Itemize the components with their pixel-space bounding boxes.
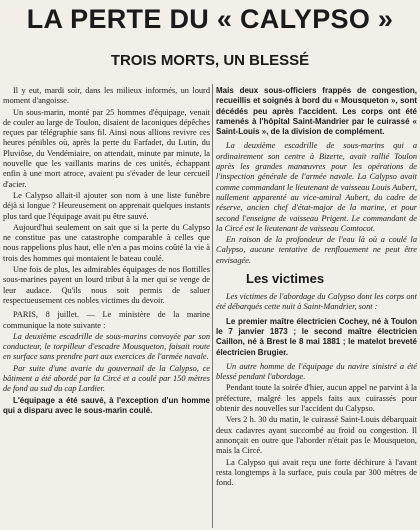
paragraph: Pendant toute la soirée d'hier, aucun appel ne parvint à la préfecture, malgré les appels faits aux cuirassés pour obtenir des nouvelles sur l'accident du Calypso. <box>216 383 417 414</box>
left-column <box>3 86 210 417</box>
paragraph: La deuxième escadrille de sous-marins convoyée par son conducteur, le torpilleur d'escadre Mousqueton, faisait route en surface sans prendre part aux exercices de l'armée navale. <box>3 331 210 362</box>
paragraph: Aujourd'hui seulement on sait que si la perte du Calypso ne constitue pas une catastrophe comparable à celles que nous rappelions plus haut, elle n'en a pas moins coûté la vie à trois des hommes qui montaient le bateau coulé. <box>3 222 210 263</box>
paragraph: La Calypso qui avait reçu une forte déchirure à l'avant resta longtemps à la surface, puis coula par 300 mètres de fond. <box>216 457 417 488</box>
paragraph: Le premier maître électricien Cochey, né à Toulon le 7 janvier 1873 ; le second maître électricien Caillon, né à Brest le 8 mai 1881 ; le matelot breveté électricien Brugier. <box>216 316 417 357</box>
paragraph: Un sous-marin, monté par 25 hommes d'équipage, venait de couler au large de Toulon, disaient de laconiques dépêches reçues par télégraphie sans fil. Ainsi nous allions revivre ces heures pénibles où, après la perte du Farfadet, du Lutin, du Pluviôse, du Vendémiaire, on attendait, minute par minute, la nouvelle que les vaillants marins de ces unités, échappant enfin à une mort atroce, avaient pu s'évader de leur cercueil d'acier. <box>3 107 210 189</box>
paragraph: Par suite d'une avarie du gouvernail de la Calypso, ce bâtiment a été abordé par la Circé et a coulé par 150 mètres de fond au sud du cap Lardier. <box>3 363 210 394</box>
right-column <box>216 86 417 489</box>
paragraph: Une fois de plus, les admirables équipages de nos flottilles sous-marines payent un lourd tribut à la mer qui se venge de leur audace. Qu'ils nous soit permis de saluer respectueusement ces nobles victimes du devoir. <box>3 265 210 305</box>
paragraph: Mais deux sous-officiers frappés de congestion, recueillis et soignés à bord du « Mousqueton », sont décédés peu après l'accident. Les corps ont été ramenés à l'hôpital Saint-Mandrier par le cuirassé « Saint-Louis », de la division de complément. <box>216 86 417 137</box>
column-divider <box>212 84 213 528</box>
paragraph: La deuxième escadrille de sous-marins qui a ordinairement son centre à Bizerte, avait rallié Toulon après les grandes manœuvres pour les opérations de l'inspection générale de l'armée navale. La Calypso avait comme commandant le lieutenant de vaisseau Louis Aubert, nullement apparenté au vice-amiral Aubert, du cadre de réserve, ancien chef d'état-major de la marine, et pour second l'enseigne de vaisseau Prigent. Le commandant de la Circé est le lieutenant de vaisseau Comtocot. <box>216 141 417 233</box>
paragraph: En raison de la profondeur de l'eau là où a coulé la Calypso, aucune tentative de renflouement ne peut être envisagée. <box>216 235 417 265</box>
headline: LA PERTE DU « CALYPSO » <box>26 4 394 34</box>
paragraph: Le Calypso allait-il ajouter son nom à une liste funèbre déjà si longue ? Heureusement on apprenait quelques instants plus tard que l'équipage avait pu être sauvé. <box>3 190 210 221</box>
paragraph: Vers 2 h. 30 du matin, le cuirassé Saint-Louis débarquait deux cadavres ayant succombé au froid ou congestion. Il annonçait en outre que l'aborder n'était pas le Mousqueton, mais la Circé. <box>216 415 417 456</box>
paragraph: Il y eut, mardi soir, dans les milieux informés, un lourd moment d'angoisse. <box>3 86 210 106</box>
paragraph: Les victimes de l'abordage du Calypso dont les corps ont été débarqués cette nuit à Saint-Mandrier, sont : <box>216 292 417 312</box>
subheadline: TROIS MORTS, UN BLESSÉ <box>110 52 310 69</box>
section-title: Les victimes <box>246 271 325 287</box>
paragraph: PARIS, 8 juillet. — Le ministère de la marine communique la note suivante : <box>3 310 210 330</box>
paragraph: Un autre homme de l'équipage du navire sinistré a été blessé pendant l'abordage. <box>216 361 417 382</box>
paragraph: L'équipage a été sauvé, à l'exception d'un homme qui a disparu avec le sous-marin coulé. <box>3 395 210 415</box>
